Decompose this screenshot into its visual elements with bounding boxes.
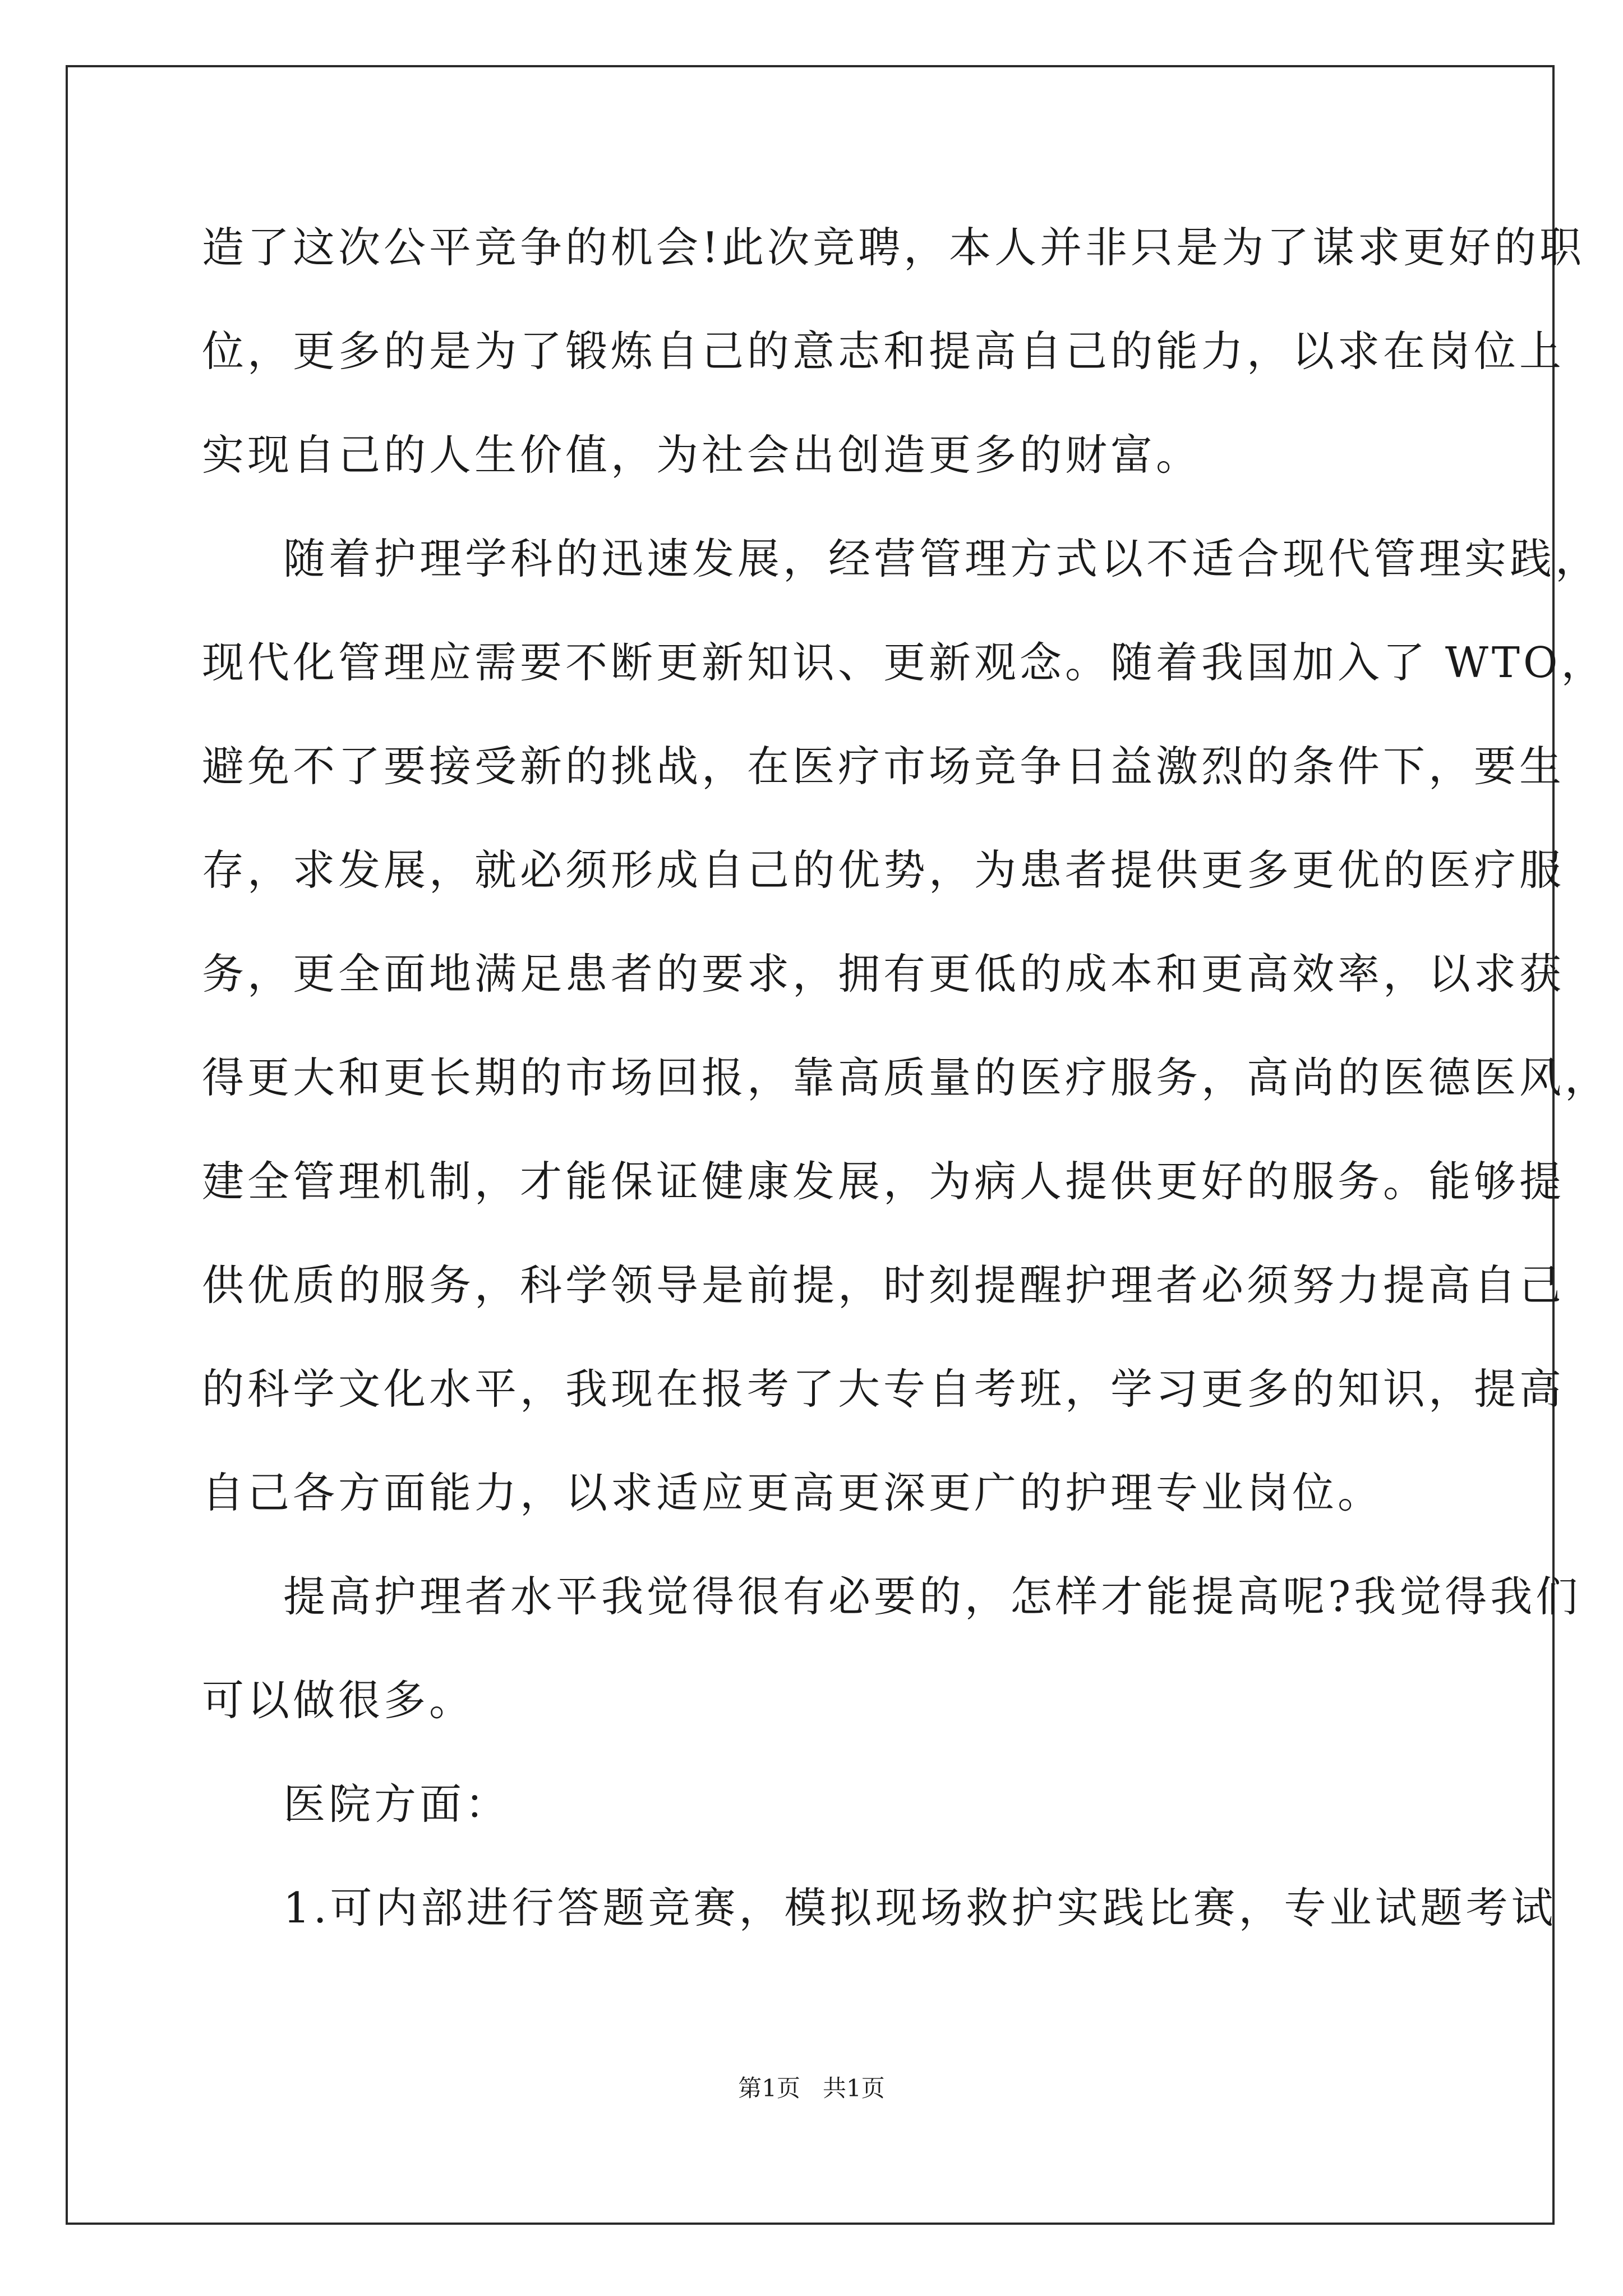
- text-line: 避免不了要接受新的挑战，在医疗市场竞争日益激烈的条件下，要生: [202, 742, 1565, 791]
- text-line: 可以做很多。: [202, 1676, 475, 1725]
- text-line: 位，更多的是为了锻炼自己的意志和提高自己的能力，以求在岗位上: [202, 326, 1565, 376]
- text-line: 得更大和更长期的市场回报，靠高质量的医疗服务，高尚的医德医风，: [202, 1053, 1611, 1102]
- text-line: 务，更全面地满足患者的要求，拥有更低的成本和更高效率，以求获: [202, 949, 1565, 999]
- text-line: 造了这次公平竞争的机会!此次竞聘，本人并非只是为了谋求更好的职: [202, 223, 1585, 272]
- text-line: 自己各方面能力，以求适应更高更深更广的护理专业岗位。: [202, 1468, 1384, 1517]
- text-line: 存，求发展，就必须形成自己的优势，为患者提供更多更优的医疗服: [202, 845, 1565, 895]
- text-line: 的科学文化水平，我现在报考了大专自考班，学习更多的知识，提高: [202, 1364, 1565, 1414]
- text-line: 实现自己的人生价值，为社会出创造更多的财富。: [202, 430, 1202, 480]
- text-line: 建全管理机制，才能保证健康发展，为病人提供更好的服务。能够提: [202, 1157, 1565, 1206]
- text-line: 随着护理学科的迅速发展，经营管理方式以不适合现代管理实践，: [283, 534, 1601, 583]
- text-line: 现代化管理应需要不断更新知识、更新观念。随着我国加入了 WTO，: [202, 638, 1607, 687]
- text-line: 供优质的服务，科学领导是前提，时刻提醒护理者必须努力提高自己: [202, 1260, 1565, 1310]
- text-line: 1.可内部进行答题竞赛，模拟现场救护实践比赛，专业试题考试: [283, 1883, 1557, 1932]
- text-line: 医院方面：: [283, 1779, 511, 1829]
- text-line: 提高护理者水平我觉得很有必要的，怎样才能提高呢?我觉得我们: [283, 1572, 1581, 1621]
- page-footer: 第1页 共1页: [738, 2074, 885, 2102]
